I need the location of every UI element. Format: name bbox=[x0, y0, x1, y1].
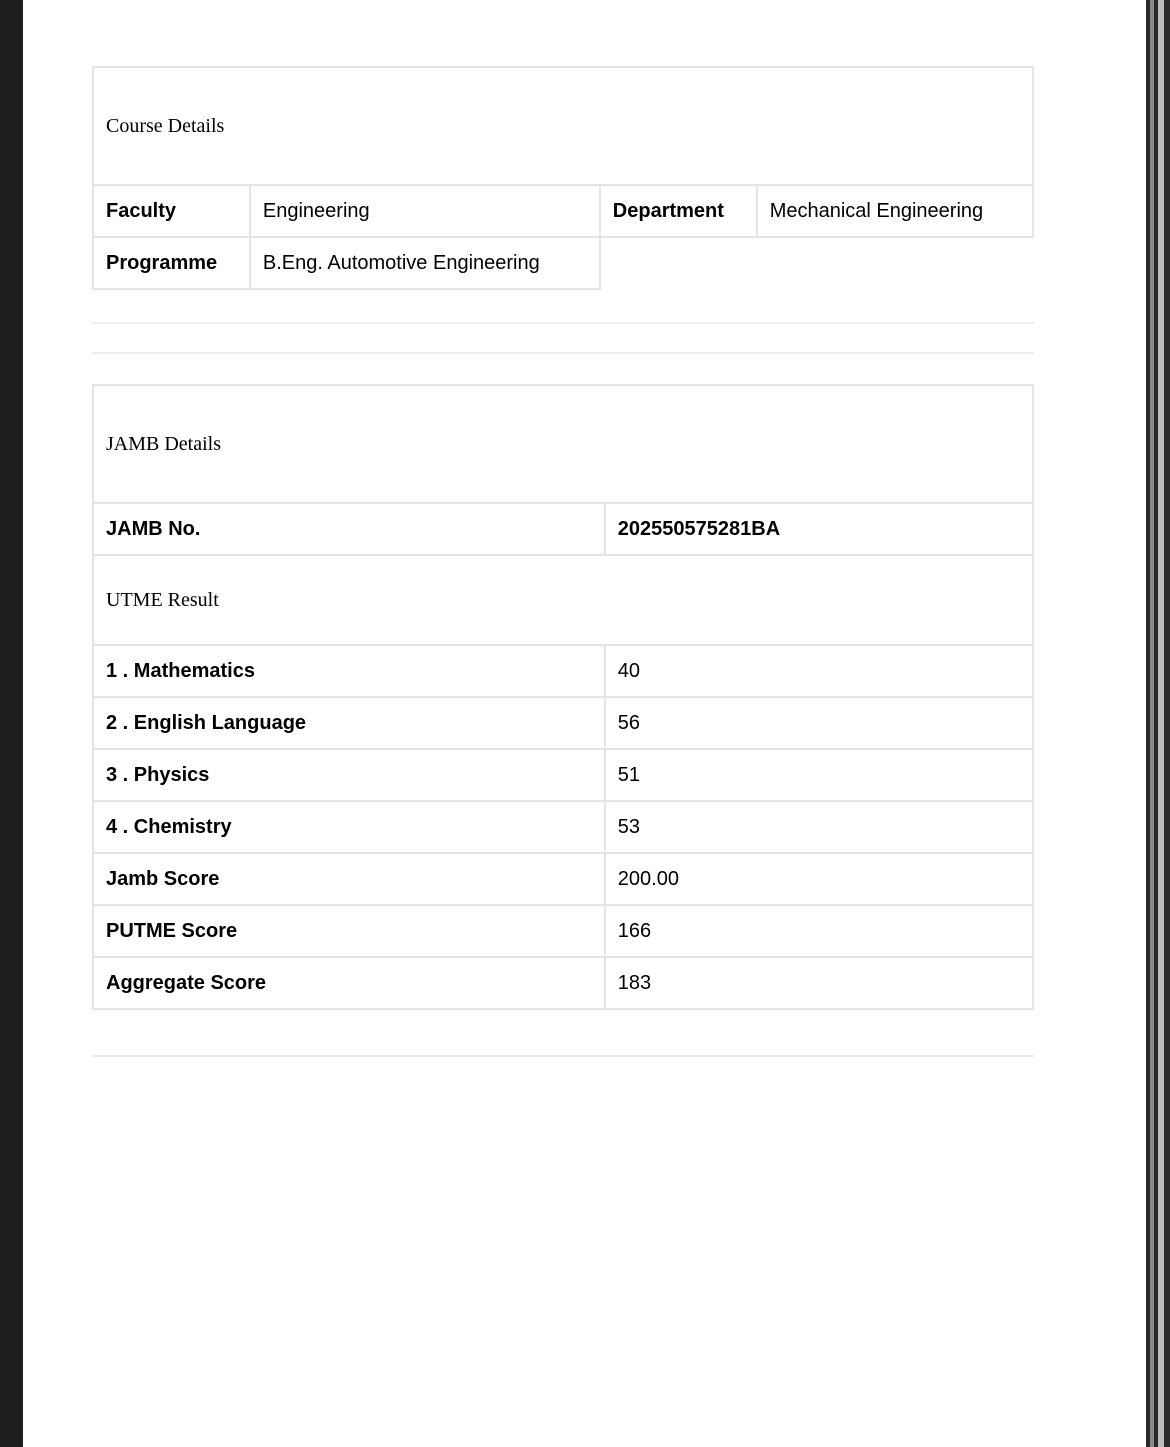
utme-result-title: UTME Result bbox=[93, 555, 1033, 645]
programme-label: Programme bbox=[93, 237, 250, 289]
aggregate-score-label: Aggregate Score bbox=[93, 957, 605, 1009]
course-details-title: Course Details bbox=[93, 67, 1033, 185]
course-details-table bbox=[92, 66, 1034, 290]
subject-label: 2 . English Language bbox=[93, 697, 605, 749]
subject-score: 40 bbox=[605, 645, 1033, 697]
subject-label: 3 . Physics bbox=[93, 749, 605, 801]
department-label: Department bbox=[600, 185, 757, 237]
faculty-value: Engineering bbox=[250, 185, 600, 237]
document-page bbox=[23, 0, 1146, 1447]
table-row bbox=[93, 645, 1033, 697]
divider bbox=[92, 1055, 1034, 1057]
subject-label: 1 . Mathematics bbox=[93, 645, 605, 697]
divider bbox=[92, 352, 1034, 354]
programme-value: B.Eng. Automotive Engineering bbox=[250, 237, 600, 289]
putme-score-label: PUTME Score bbox=[93, 905, 605, 957]
jamb-score-label: Jamb Score bbox=[93, 853, 605, 905]
divider bbox=[92, 322, 1034, 324]
scrollbar-track[interactable] bbox=[1158, 0, 1164, 1447]
empty-cell bbox=[600, 237, 1033, 289]
faculty-label: Faculty bbox=[93, 185, 250, 237]
table-row bbox=[93, 697, 1033, 749]
putme-score-value: 166 bbox=[605, 905, 1033, 957]
department-value: Mechanical Engineering bbox=[757, 185, 1033, 237]
subject-score: 51 bbox=[605, 749, 1033, 801]
jamb-no-value: 202550575281BA bbox=[605, 503, 1033, 555]
aggregate-score-value: 183 bbox=[605, 957, 1033, 1009]
table-row bbox=[93, 801, 1033, 853]
jamb-details-title: JAMB Details bbox=[93, 385, 1033, 503]
table-row bbox=[93, 749, 1033, 801]
subject-label: 4 . Chemistry bbox=[93, 801, 605, 853]
edge-line bbox=[1150, 0, 1154, 1447]
subject-score: 53 bbox=[605, 801, 1033, 853]
jamb-no-label: JAMB No. bbox=[93, 503, 605, 555]
jamb-score-value: 200.00 bbox=[605, 853, 1033, 905]
subject-score: 56 bbox=[605, 697, 1033, 749]
jamb-details-table bbox=[92, 384, 1034, 1010]
window-edge bbox=[1146, 0, 1170, 1447]
